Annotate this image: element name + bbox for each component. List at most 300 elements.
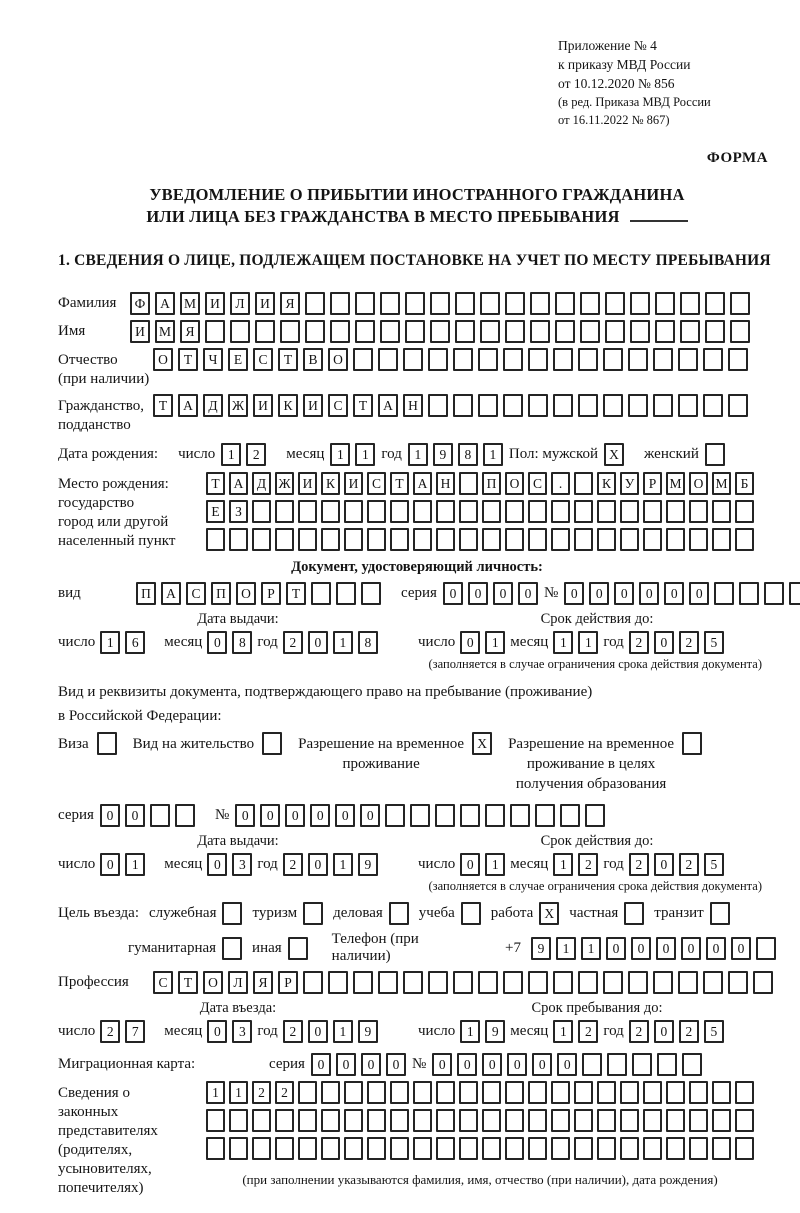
form-cell[interactable]: Т <box>286 582 306 605</box>
temp-permit-checkbox[interactable] <box>472 732 492 755</box>
purpose-private-checkbox[interactable] <box>624 902 644 925</box>
form-cell[interactable] <box>436 528 455 551</box>
form-cell[interactable] <box>735 528 754 551</box>
form-cell[interactable] <box>380 292 400 315</box>
permit-series-input[interactable] <box>100 804 195 827</box>
form-cell[interactable]: И <box>303 394 323 417</box>
form-cell[interactable] <box>459 472 478 495</box>
form-cell[interactable] <box>655 320 675 343</box>
form-cell[interactable]: Я <box>253 971 273 994</box>
form-cell[interactable] <box>150 804 170 827</box>
form-cell[interactable]: А <box>155 292 175 315</box>
form-cell[interactable]: Я <box>280 292 300 315</box>
form-cell[interactable] <box>390 1109 409 1132</box>
form-cell[interactable] <box>430 320 450 343</box>
form-cell[interactable] <box>597 1137 616 1160</box>
form-cell[interactable] <box>436 1137 455 1160</box>
form-cell[interactable]: 5 <box>704 1020 724 1043</box>
form-cell[interactable] <box>298 1137 317 1160</box>
form-cell[interactable] <box>689 500 708 523</box>
form-cell[interactable] <box>510 804 530 827</box>
form-cell[interactable] <box>428 971 448 994</box>
form-cell[interactable]: 2 <box>100 1020 120 1043</box>
form-cell[interactable] <box>505 1137 524 1160</box>
form-cell[interactable]: . <box>551 472 570 495</box>
form-cell[interactable] <box>390 528 409 551</box>
form-cell[interactable] <box>689 1081 708 1104</box>
form-cell[interactable] <box>728 971 748 994</box>
form-cell[interactable] <box>535 804 555 827</box>
form-cell[interactable] <box>628 348 648 371</box>
birth-day-input[interactable] <box>221 443 266 466</box>
form-cell[interactable]: 0 <box>731 937 751 960</box>
form-cell[interactable] <box>252 500 271 523</box>
edu-permit-checkbox[interactable] <box>682 732 702 755</box>
form-cell[interactable] <box>436 1081 455 1104</box>
form-cell[interactable] <box>653 971 673 994</box>
form-cell[interactable] <box>643 500 662 523</box>
birth-place-input-row1[interactable] <box>206 472 754 495</box>
form-cell[interactable]: 0 <box>564 582 584 605</box>
form-cell[interactable] <box>430 292 450 315</box>
form-cell[interactable]: 0 <box>432 1053 452 1076</box>
form-cell[interactable]: 9 <box>358 853 378 876</box>
form-cell[interactable]: И <box>298 472 317 495</box>
form-cell[interactable]: 0 <box>443 582 463 605</box>
form-cell[interactable]: Л <box>230 292 250 315</box>
form-cell[interactable]: 1 <box>578 631 598 654</box>
form-cell[interactable] <box>632 1053 652 1076</box>
form-cell[interactable]: С <box>328 394 348 417</box>
form-cell[interactable] <box>678 971 698 994</box>
form-cell[interactable] <box>453 971 473 994</box>
form-cell[interactable] <box>460 804 480 827</box>
form-cell[interactable]: 9 <box>531 937 551 960</box>
form-cell[interactable] <box>728 348 748 371</box>
form-cell[interactable] <box>620 1109 639 1132</box>
form-cell[interactable] <box>390 1081 409 1104</box>
form-cell[interactable] <box>288 937 308 960</box>
form-cell[interactable]: А <box>229 472 248 495</box>
form-cell[interactable]: Д <box>252 472 271 495</box>
form-cell[interactable]: 2 <box>283 853 303 876</box>
form-cell[interactable]: 5 <box>704 853 724 876</box>
doc-kind-input[interactable] <box>136 582 381 605</box>
residence-permit-checkbox[interactable] <box>262 732 282 755</box>
form-cell[interactable] <box>206 1137 225 1160</box>
citizenship-input[interactable] <box>153 394 748 417</box>
form-cell[interactable]: 0 <box>310 804 330 827</box>
form-cell[interactable] <box>428 348 448 371</box>
form-cell[interactable] <box>436 500 455 523</box>
form-cell[interactable] <box>630 292 650 315</box>
form-cell[interactable] <box>574 472 593 495</box>
form-cell[interactable] <box>410 804 430 827</box>
form-cell[interactable] <box>367 1109 386 1132</box>
form-cell[interactable] <box>574 528 593 551</box>
form-cell[interactable]: 1 <box>460 1020 480 1043</box>
form-cell[interactable]: 0 <box>557 1053 577 1076</box>
form-cell[interactable]: Ж <box>228 394 248 417</box>
form-cell[interactable]: 0 <box>507 1053 527 1076</box>
form-cell[interactable] <box>714 582 734 605</box>
form-cell[interactable]: С <box>186 582 206 605</box>
form-cell[interactable] <box>229 1137 248 1160</box>
form-cell[interactable] <box>689 528 708 551</box>
form-cell[interactable]: 0 <box>100 853 120 876</box>
form-cell[interactable]: П <box>482 472 501 495</box>
form-cell[interactable] <box>255 320 275 343</box>
form-cell[interactable]: 0 <box>468 582 488 605</box>
form-cell[interactable] <box>680 292 700 315</box>
form-cell[interactable] <box>482 528 501 551</box>
form-cell[interactable] <box>505 1109 524 1132</box>
form-cell[interactable]: 0 <box>308 853 328 876</box>
form-cell[interactable]: У <box>620 472 639 495</box>
form-cell[interactable]: 0 <box>614 582 634 605</box>
form-cell[interactable] <box>574 1109 593 1132</box>
form-cell[interactable] <box>262 732 282 755</box>
birth-year-input[interactable] <box>408 443 503 466</box>
form-cell[interactable] <box>453 348 473 371</box>
form-cell[interactable] <box>597 500 616 523</box>
form-cell[interactable] <box>553 348 573 371</box>
form-cell[interactable] <box>252 1137 271 1160</box>
form-cell[interactable] <box>712 1109 731 1132</box>
form-cell[interactable] <box>585 804 605 827</box>
form-cell[interactable]: 0 <box>689 582 709 605</box>
form-cell[interactable]: 9 <box>433 443 453 466</box>
form-cell[interactable] <box>505 292 525 315</box>
form-cell[interactable] <box>361 582 381 605</box>
doc-series-input[interactable] <box>443 582 538 605</box>
form-cell[interactable] <box>551 500 570 523</box>
form-cell[interactable]: М <box>155 320 175 343</box>
form-cell[interactable] <box>703 348 723 371</box>
form-cell[interactable]: Я <box>180 320 200 343</box>
form-cell[interactable]: 2 <box>283 1020 303 1043</box>
form-cell[interactable]: 1 <box>330 443 350 466</box>
permit-expiry-year[interactable] <box>629 853 724 876</box>
form-cell[interactable]: Т <box>178 971 198 994</box>
form-cell[interactable]: Д <box>203 394 223 417</box>
form-cell[interactable]: 9 <box>358 1020 378 1043</box>
form-cell[interactable] <box>682 732 702 755</box>
form-cell[interactable]: 1 <box>333 853 353 876</box>
form-cell[interactable] <box>643 1081 662 1104</box>
form-cell[interactable]: 0 <box>260 804 280 827</box>
form-cell[interactable] <box>555 320 575 343</box>
form-cell[interactable] <box>482 500 501 523</box>
form-cell[interactable] <box>597 528 616 551</box>
form-cell[interactable] <box>428 394 448 417</box>
form-cell[interactable] <box>305 320 325 343</box>
form-cell[interactable]: X <box>604 443 624 466</box>
form-cell[interactable] <box>756 937 776 960</box>
form-cell[interactable]: 1 <box>485 631 505 654</box>
form-cell[interactable]: О <box>328 348 348 371</box>
form-cell[interactable]: 2 <box>629 853 649 876</box>
form-cell[interactable]: 8 <box>358 631 378 654</box>
birth-place-input-row3[interactable] <box>206 528 754 551</box>
form-cell[interactable]: Т <box>353 394 373 417</box>
form-cell[interactable]: Р <box>643 472 662 495</box>
form-cell[interactable]: 7 <box>125 1020 145 1043</box>
representatives-input-row3[interactable] <box>206 1137 754 1160</box>
form-cell[interactable]: 0 <box>518 582 538 605</box>
form-cell[interactable]: С <box>528 472 547 495</box>
purpose-work-checkbox[interactable] <box>539 902 559 925</box>
form-cell[interactable] <box>303 971 323 994</box>
form-cell[interactable] <box>298 1109 317 1132</box>
form-cell[interactable] <box>321 500 340 523</box>
form-cell[interactable] <box>405 320 425 343</box>
form-cell[interactable] <box>666 500 685 523</box>
entry-month[interactable] <box>207 1020 252 1043</box>
form-cell[interactable] <box>480 320 500 343</box>
form-cell[interactable]: 0 <box>207 1020 227 1043</box>
purpose-official-checkbox[interactable] <box>222 902 242 925</box>
form-cell[interactable]: Ж <box>275 472 294 495</box>
form-cell[interactable]: 1 <box>206 1081 225 1104</box>
form-cell[interactable]: 2 <box>629 631 649 654</box>
form-cell[interactable] <box>666 1081 685 1104</box>
form-cell[interactable] <box>298 528 317 551</box>
form-cell[interactable] <box>205 320 225 343</box>
form-cell[interactable] <box>344 500 363 523</box>
form-cell[interactable]: 0 <box>664 582 684 605</box>
form-cell[interactable] <box>330 292 350 315</box>
form-cell[interactable] <box>303 902 323 925</box>
form-cell[interactable]: Ф <box>130 292 150 315</box>
form-cell[interactable] <box>712 500 731 523</box>
form-cell[interactable]: Р <box>278 971 298 994</box>
form-cell[interactable] <box>703 971 723 994</box>
form-cell[interactable] <box>689 1109 708 1132</box>
form-cell[interactable]: 0 <box>207 853 227 876</box>
form-cell[interactable] <box>528 1109 547 1132</box>
form-cell[interactable] <box>735 1081 754 1104</box>
form-cell[interactable] <box>390 500 409 523</box>
form-cell[interactable]: 1 <box>553 631 573 654</box>
form-cell[interactable]: Т <box>390 472 409 495</box>
form-cell[interactable] <box>435 804 455 827</box>
purpose-other-checkbox[interactable] <box>288 937 308 960</box>
form-cell[interactable]: 1 <box>229 1081 248 1104</box>
form-cell[interactable] <box>344 1109 363 1132</box>
form-cell[interactable]: 0 <box>631 937 651 960</box>
form-cell[interactable]: О <box>203 971 223 994</box>
form-cell[interactable] <box>328 971 348 994</box>
identity-expiry-year[interactable] <box>629 631 724 654</box>
form-cell[interactable] <box>390 1137 409 1160</box>
form-cell[interactable]: Н <box>403 394 423 417</box>
form-cell[interactable]: 1 <box>333 1020 353 1043</box>
form-cell[interactable] <box>607 1053 627 1076</box>
form-cell[interactable]: 0 <box>654 1020 674 1043</box>
form-cell[interactable] <box>222 902 242 925</box>
form-cell[interactable] <box>344 528 363 551</box>
sex-male-checkbox[interactable] <box>604 443 624 466</box>
form-cell[interactable]: А <box>161 582 181 605</box>
form-cell[interactable] <box>336 582 356 605</box>
form-cell[interactable] <box>553 971 573 994</box>
form-cell[interactable] <box>367 528 386 551</box>
birth-month-input[interactable] <box>330 443 375 466</box>
form-cell[interactable]: 3 <box>232 1020 252 1043</box>
surname-input[interactable] <box>130 292 750 315</box>
form-cell[interactable]: 0 <box>656 937 676 960</box>
form-cell[interactable] <box>230 320 250 343</box>
form-cell[interactable]: 0 <box>606 937 626 960</box>
form-cell[interactable] <box>252 1109 271 1132</box>
form-cell[interactable]: 0 <box>100 804 120 827</box>
form-cell[interactable]: Н <box>436 472 455 495</box>
form-cell[interactable] <box>551 1081 570 1104</box>
form-cell[interactable] <box>482 1081 501 1104</box>
identity-issue-year[interactable] <box>283 631 378 654</box>
form-cell[interactable] <box>229 528 248 551</box>
form-cell[interactable] <box>680 320 700 343</box>
permit-number-input[interactable] <box>235 804 605 827</box>
form-cell[interactable]: 0 <box>285 804 305 827</box>
form-cell[interactable]: 0 <box>308 1020 328 1043</box>
identity-expiry-month[interactable] <box>553 631 598 654</box>
form-cell[interactable]: И <box>253 394 273 417</box>
form-cell[interactable] <box>530 320 550 343</box>
form-cell[interactable]: 2 <box>578 1020 598 1043</box>
form-cell[interactable] <box>503 348 523 371</box>
form-cell[interactable] <box>355 320 375 343</box>
form-cell[interactable] <box>728 394 748 417</box>
form-cell[interactable] <box>574 500 593 523</box>
form-cell[interactable] <box>403 971 423 994</box>
form-cell[interactable] <box>275 500 294 523</box>
form-cell[interactable] <box>528 528 547 551</box>
form-cell[interactable] <box>378 971 398 994</box>
form-cell[interactable] <box>712 1081 731 1104</box>
form-cell[interactable] <box>478 348 498 371</box>
form-cell[interactable]: 2 <box>275 1081 294 1104</box>
form-cell[interactable] <box>578 348 598 371</box>
birth-place-input-row2[interactable] <box>206 500 754 523</box>
form-cell[interactable]: 0 <box>235 804 255 827</box>
form-cell[interactable]: 1 <box>553 1020 573 1043</box>
entry-day[interactable] <box>100 1020 145 1043</box>
form-cell[interactable] <box>551 1137 570 1160</box>
form-cell[interactable] <box>367 1137 386 1160</box>
stay-year[interactable] <box>629 1020 724 1043</box>
form-cell[interactable]: 0 <box>457 1053 477 1076</box>
form-cell[interactable] <box>603 394 623 417</box>
form-cell[interactable] <box>735 1137 754 1160</box>
form-cell[interactable] <box>551 528 570 551</box>
form-cell[interactable]: 0 <box>654 631 674 654</box>
form-cell[interactable]: 1 <box>125 853 145 876</box>
form-cell[interactable]: И <box>255 292 275 315</box>
form-cell[interactable] <box>620 1137 639 1160</box>
form-cell[interactable]: 0 <box>335 804 355 827</box>
form-cell[interactable] <box>605 292 625 315</box>
form-cell[interactable] <box>311 582 331 605</box>
form-cell[interactable]: 1 <box>483 443 503 466</box>
permit-expiry-day[interactable] <box>460 853 505 876</box>
form-cell[interactable] <box>344 1137 363 1160</box>
form-cell[interactable]: 0 <box>207 631 227 654</box>
form-cell[interactable] <box>528 1137 547 1160</box>
form-cell[interactable] <box>712 528 731 551</box>
form-cell[interactable]: 0 <box>482 1053 502 1076</box>
form-cell[interactable] <box>97 732 117 755</box>
form-cell[interactable]: М <box>666 472 685 495</box>
form-cell[interactable] <box>305 292 325 315</box>
form-cell[interactable] <box>206 1109 225 1132</box>
form-cell[interactable] <box>528 971 548 994</box>
form-cell[interactable] <box>405 292 425 315</box>
form-cell[interactable]: И <box>344 472 363 495</box>
form-cell[interactable]: О <box>505 472 524 495</box>
migration-number-input[interactable] <box>432 1053 702 1076</box>
form-cell[interactable]: П <box>136 582 156 605</box>
form-cell[interactable] <box>367 500 386 523</box>
form-cell[interactable] <box>555 292 575 315</box>
form-cell[interactable] <box>528 500 547 523</box>
form-cell[interactable] <box>252 528 271 551</box>
form-cell[interactable] <box>413 1137 432 1160</box>
form-cell[interactable]: Е <box>206 500 225 523</box>
permit-issue-month[interactable] <box>207 853 252 876</box>
form-cell[interactable] <box>560 804 580 827</box>
form-cell[interactable] <box>413 528 432 551</box>
form-cell[interactable]: 0 <box>706 937 726 960</box>
form-cell[interactable] <box>321 1109 340 1132</box>
form-cell[interactable]: 0 <box>336 1053 356 1076</box>
form-cell[interactable] <box>175 804 195 827</box>
profession-input[interactable] <box>153 971 773 994</box>
migration-series-input[interactable] <box>311 1053 406 1076</box>
form-cell[interactable] <box>280 320 300 343</box>
form-cell[interactable] <box>666 1109 685 1132</box>
form-cell[interactable] <box>628 971 648 994</box>
form-cell[interactable]: И <box>205 292 225 315</box>
form-cell[interactable] <box>705 320 725 343</box>
form-cell[interactable]: 0 <box>532 1053 552 1076</box>
form-cell[interactable]: А <box>413 472 432 495</box>
form-cell[interactable] <box>605 320 625 343</box>
form-cell[interactable] <box>735 1109 754 1132</box>
form-cell[interactable] <box>222 937 242 960</box>
form-cell[interactable] <box>413 1109 432 1132</box>
form-cell[interactable] <box>206 528 225 551</box>
given-name-input[interactable] <box>130 320 750 343</box>
form-cell[interactable]: С <box>367 472 386 495</box>
sex-female-checkbox[interactable] <box>705 443 725 466</box>
form-cell[interactable] <box>620 500 639 523</box>
form-cell[interactable]: Л <box>228 971 248 994</box>
identity-expiry-day[interactable] <box>460 631 505 654</box>
form-cell[interactable] <box>478 971 498 994</box>
form-cell[interactable] <box>574 1137 593 1160</box>
form-cell[interactable] <box>355 292 375 315</box>
form-cell[interactable]: 8 <box>458 443 478 466</box>
form-cell[interactable] <box>597 1081 616 1104</box>
purpose-humanitarian-checkbox[interactable] <box>222 937 242 960</box>
form-cell[interactable] <box>330 320 350 343</box>
form-cell[interactable] <box>578 971 598 994</box>
form-cell[interactable] <box>505 500 524 523</box>
form-cell[interactable] <box>666 1137 685 1160</box>
form-cell[interactable] <box>582 1053 602 1076</box>
